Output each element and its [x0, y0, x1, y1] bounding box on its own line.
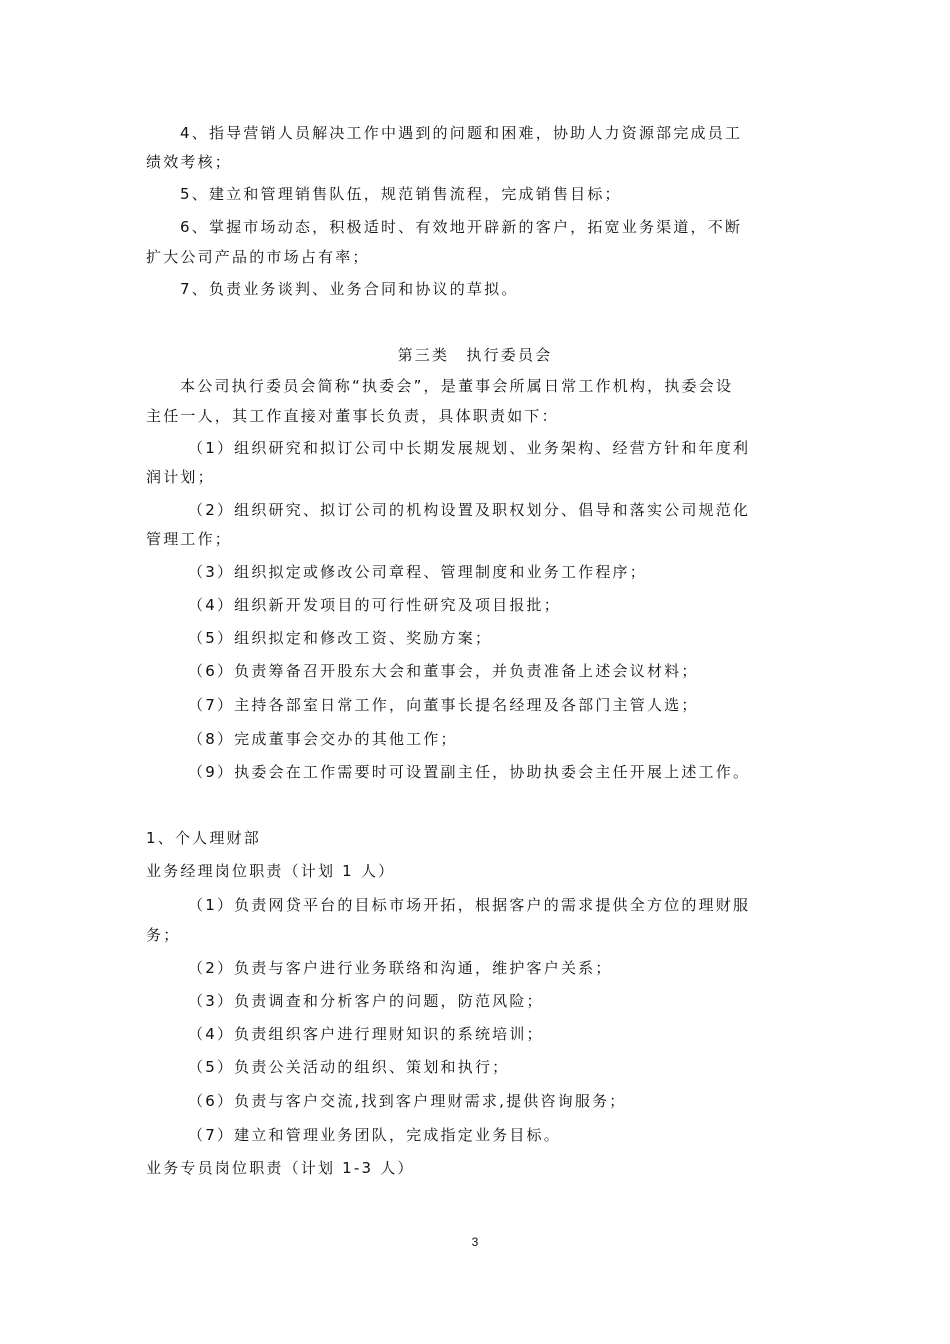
role1-duty-3: （3）负责调查和分析客户的问题，防范风险； — [188, 992, 544, 1010]
duty-2-line2: 管理工作； — [146, 530, 233, 548]
duty-1-line2: 润计划； — [146, 468, 215, 486]
duty-3: （3）组织拟定或修改公司章程、管理制度和业务工作程序； — [188, 563, 647, 581]
section-intro-line1: 本公司执行委员会简称“执委会”，是董事会所属日常工作机构，执委会设 — [180, 377, 734, 395]
role1-duty-7: （7）建立和管理业务团队，完成指定业务目标。 — [188, 1126, 561, 1144]
role1-duty-1-line2: 务； — [146, 926, 181, 944]
duty-4: （4）组织新开发项目的可行性研究及项目报批； — [188, 596, 561, 614]
prev-item-5: 5、建立和管理销售队伍，规范销售流程，完成销售目标； — [180, 185, 622, 203]
prev-item-6-line2: 扩大公司产品的市场占有率； — [146, 248, 370, 266]
duty-7: （7）主持各部室日常工作，向董事长提名经理及各部门主管人选； — [188, 696, 699, 714]
prev-item-4-line2: 绩效考核； — [146, 153, 233, 171]
role1-title: 业务经理岗位职责（计划 1 人） — [146, 862, 396, 880]
role1-duty-2: （2）负责与客户进行业务联络和沟通，维护客户关系； — [188, 959, 613, 977]
section-heading: 第三类 执行委员会 — [397, 346, 553, 364]
role1-duty-6: （6）负责与客户交流,找到客户理财需求,提供咨询服务； — [188, 1092, 627, 1110]
duty-5: （5）组织拟定和修改工资、奖励方案； — [188, 629, 493, 647]
page-number: 3 — [471, 1235, 479, 1249]
dept-title: 1、个人理财部 — [146, 829, 261, 847]
prev-item-7: 7、负责业务谈判、业务合同和协议的草拟。 — [180, 280, 519, 298]
role2-title: 业务专员岗位职责（计划 1-3 人） — [146, 1159, 415, 1177]
section-intro-line2: 主任一人，其工作直接对董事长负责，具体职责如下： — [146, 407, 559, 425]
duty-1-line1: （1）组织研究和拟订公司中长期发展规划、业务架构、经营方针和年度利 — [188, 439, 751, 457]
role1-duty-4: （4）负责组织客户进行理财知识的系统培训； — [188, 1025, 544, 1043]
duty-2-line1: （2）组织研究、拟订公司的机构设置及职权划分、倡导和落实公司规范化 — [188, 501, 751, 519]
duty-9: （9）执委会在工作需要时可设置副主任，协助执委会主任开展上述工作。 — [188, 763, 751, 781]
duty-6: （6）负责筹备召开股东大会和董事会，并负责准备上述会议材料； — [188, 662, 699, 680]
role1-duty-1-line1: （1）负责网贷平台的目标市场开拓，根据客户的需求提供全方位的理财服 — [188, 896, 751, 914]
prev-item-6-line1: 6、掌握市场动态，积极适时、有效地开辟新的客户，拓宽业务渠道，不断 — [180, 218, 743, 236]
role1-duty-5: （5）负责公关活动的组织、策划和执行； — [188, 1058, 510, 1076]
prev-item-4-line1: 4、指导营销人员解决工作中遇到的问题和困难，协助人力资源部完成员工 — [180, 124, 743, 142]
duty-8: （8）完成董事会交办的其他工作； — [188, 730, 458, 748]
